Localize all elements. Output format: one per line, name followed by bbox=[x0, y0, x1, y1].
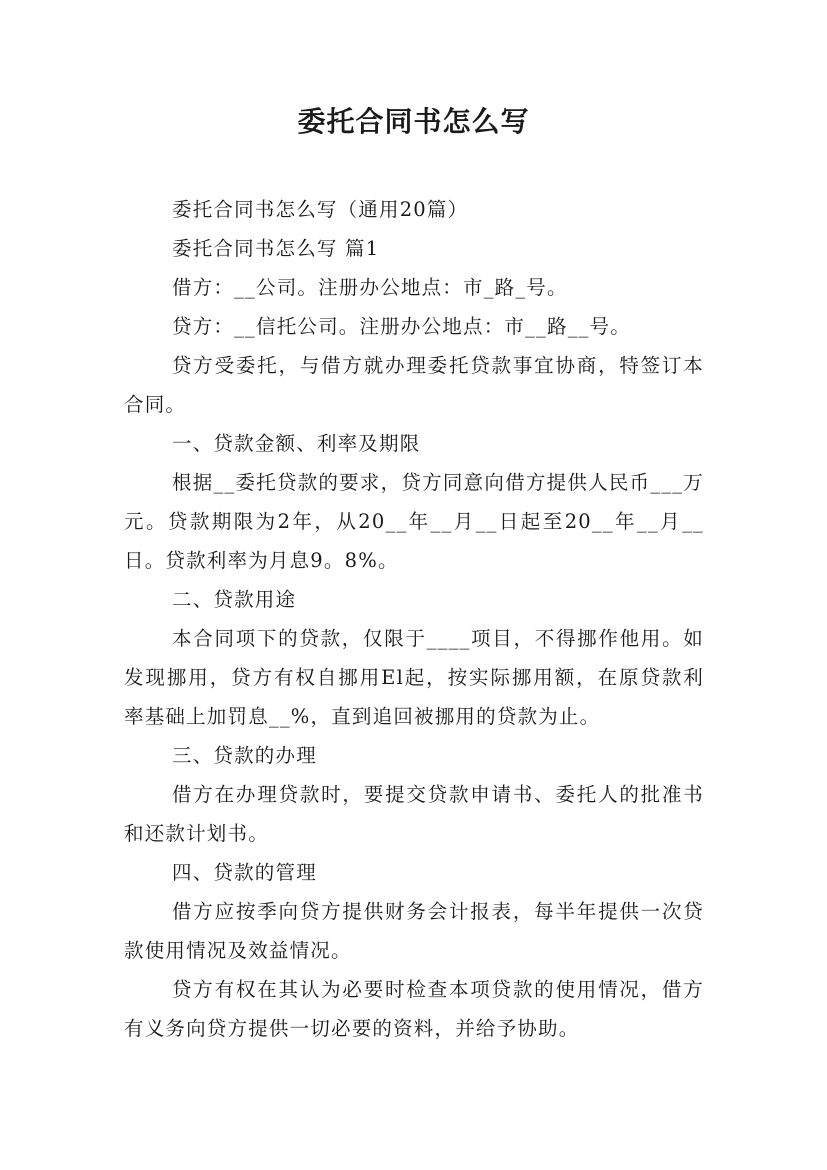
paragraph-loan-amount: 根据__委托贷款的要求，贷方同意向借方提供人民币___万元。贷款期限为2年，从20__年__月__日起至20__年__月__日。贷款利率为月息9。8%。 bbox=[124, 471, 704, 572]
paragraph-lender: 贷方：__信托公司。注册办公地点：市__路__号。 bbox=[172, 315, 632, 338]
paragraph-borrower: 借方：__公司。注册办公地点：市_路_号。 bbox=[172, 276, 568, 299]
paragraph-section-heading: 委托合同书怎么写 篇1 bbox=[172, 237, 380, 260]
document-body bbox=[124, 190, 704, 1048]
paragraph-loan-management-2: 贷方有权在其认为必要时检查本项贷款的使用情况，借方有义务向贷方提供一切必要的资料，并给予协助。 bbox=[124, 978, 704, 1040]
document-title: 委托合同书怎么写 bbox=[297, 105, 530, 138]
heading-loan-amount: 一、贷款金额、利率及期限 bbox=[172, 432, 421, 455]
paragraph-intro: 贷方受委托，与借方就办理委托贷款事宜协商，特签订本合同。 bbox=[124, 354, 704, 416]
paragraph-loan-management-1: 借方应按季向贷方提供财务会计报表，每半年提供一次贷款使用情况及效益情况。 bbox=[124, 900, 704, 962]
heading-loan-processing: 三、贷款的办理 bbox=[172, 744, 317, 767]
paragraph-loan-processing: 借方在办理贷款时，要提交贷款申请书、委托人的批准书和还款计划书。 bbox=[124, 783, 704, 845]
heading-loan-purpose: 二、贷款用途 bbox=[172, 588, 297, 611]
paragraph-subtitle: 委托合同书怎么写（通用20篇） bbox=[172, 198, 469, 221]
paragraph-loan-purpose: 本合同项下的贷款，仅限于____项目，不得挪作他用。如发现挪用，贷方有权自挪用El起，按实际挪用额，在原贷款利率基础上加罚息__%，直到追回被挪用的贷款为止。 bbox=[124, 627, 704, 728]
heading-loan-management: 四、贷款的管理 bbox=[172, 861, 317, 884]
